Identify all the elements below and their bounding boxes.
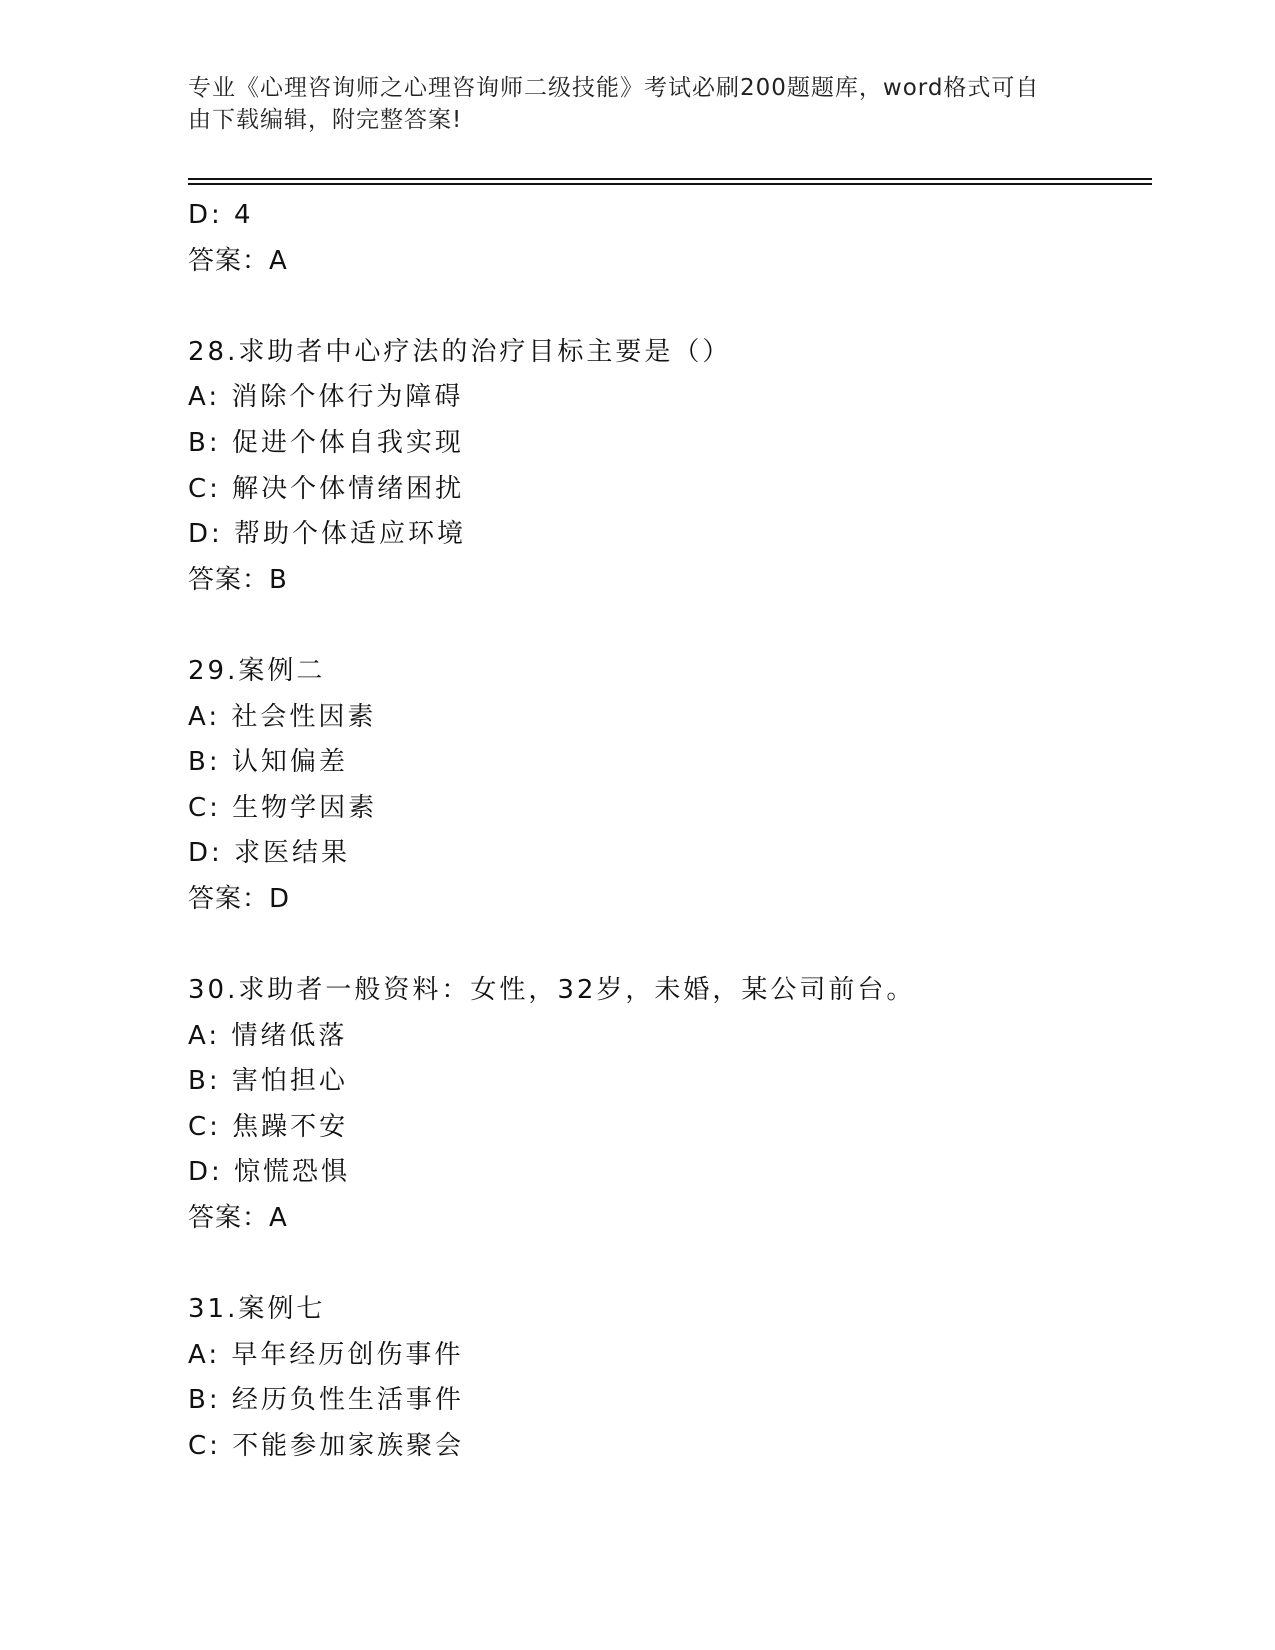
document-header bbox=[188, 72, 1068, 136]
option-c: C: 生物学因素 bbox=[188, 792, 378, 823]
question-stem: 31.案例七 bbox=[188, 1294, 326, 1325]
prev-option-d: D: 4 bbox=[188, 200, 254, 230]
option-a: A: 社会性因素 bbox=[188, 701, 377, 732]
answer: 答案：A bbox=[188, 1203, 288, 1234]
option-d: D: 帮助个体适应环境 bbox=[188, 519, 467, 550]
option-c: C: 解决个体情绪困扰 bbox=[188, 473, 465, 504]
header-line-1: 专业《心理咨询师之心理咨询师二级技能》考试必刷200题题库，word格式可自 bbox=[188, 75, 1040, 101]
question-stem: 28.求助者中心疗法的治疗目标主要是（） bbox=[188, 336, 732, 367]
answer: 答案：B bbox=[188, 564, 288, 595]
option-d: D: 求医结果 bbox=[188, 838, 351, 869]
document-body bbox=[188, 193, 1152, 1470]
question-31 bbox=[188, 1287, 1152, 1469]
spacer bbox=[188, 923, 1152, 969]
prev-answer: 答案：A bbox=[188, 245, 288, 276]
question-stem: 29.案例二 bbox=[188, 655, 326, 686]
option-d: D: 惊慌恐惧 bbox=[188, 1157, 351, 1188]
option-b: B: 经历负性生活事件 bbox=[188, 1385, 464, 1416]
spacer bbox=[188, 603, 1152, 649]
option-b: B: 促进个体自我实现 bbox=[188, 427, 464, 458]
spacer bbox=[188, 1242, 1152, 1288]
header-rule-bottom bbox=[188, 183, 1152, 185]
question-29 bbox=[188, 649, 1152, 923]
option-a: A: 情绪低落 bbox=[188, 1020, 348, 1051]
header-line-2: 由下载编辑，附完整答案! bbox=[188, 107, 463, 133]
header-rule-top bbox=[188, 178, 1152, 180]
answer: 答案：D bbox=[188, 883, 291, 914]
option-c: C: 不能参加家族聚会 bbox=[188, 1431, 465, 1462]
option-a: A: 消除个体行为障碍 bbox=[188, 382, 464, 413]
option-b: B: 害怕担心 bbox=[188, 1066, 348, 1097]
question-28 bbox=[188, 330, 1152, 604]
question-30 bbox=[188, 968, 1152, 1242]
spacer bbox=[188, 284, 1152, 330]
option-c: C: 焦躁不安 bbox=[188, 1111, 349, 1142]
question-stem: 30.求助者一般资料：女性，32岁，未婚，某公司前台。 bbox=[188, 975, 916, 1006]
option-b: B: 认知偏差 bbox=[188, 747, 348, 778]
option-a: A: 早年经历创伤事件 bbox=[188, 1339, 464, 1370]
